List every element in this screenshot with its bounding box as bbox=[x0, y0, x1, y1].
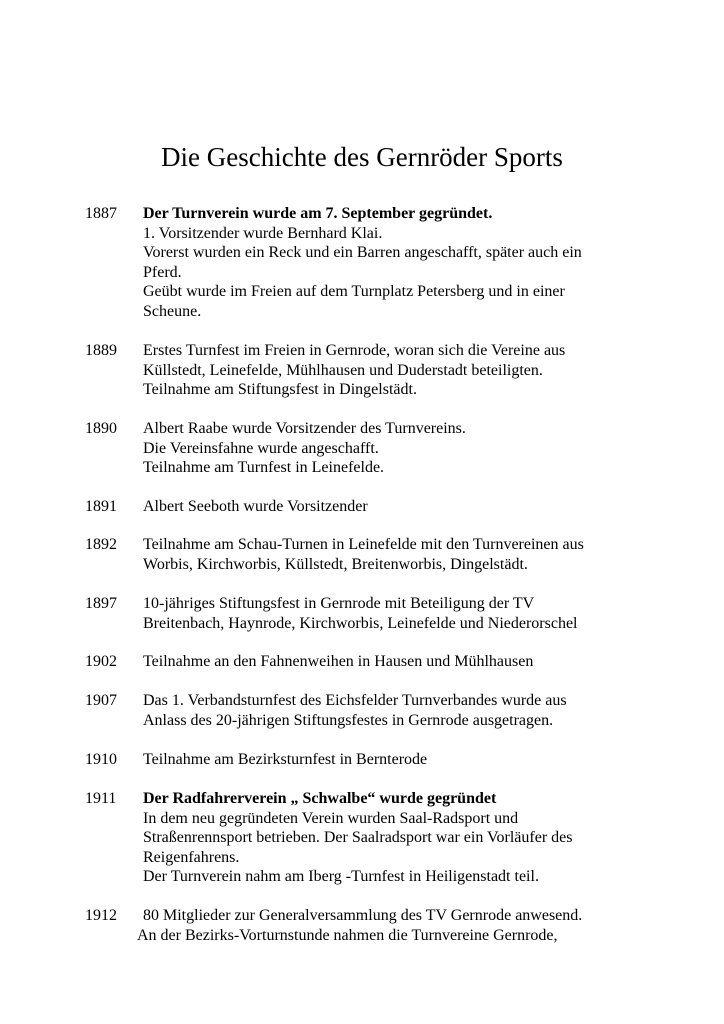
entry-year: 1890 bbox=[85, 420, 117, 437]
entry-line: Anlass des 20-jährigen Stiftungsfestes in Gernrode ausgetragen. bbox=[143, 711, 554, 729]
entry-line: 1. Vorsitzender wurde Bernhard Klai. bbox=[143, 224, 383, 242]
entry-year: 1912 bbox=[85, 907, 117, 924]
page-title: Die Geschichte des Gernröder Sports bbox=[161, 142, 563, 172]
entry-line: Breitenbach, Haynrode, Kirchworbis, Leinefelde und Niederorschel bbox=[143, 614, 578, 632]
entry-line: Teilnahme an den Fahnenweihen in Hausen und Mühlhausen bbox=[143, 653, 534, 670]
entry-heading: Der Turnverein wurde am 7. September gegründet. bbox=[143, 205, 493, 222]
entry-line: Straßenrennsport betrieben. Der Saalradsport war ein Vorläufer des bbox=[143, 829, 573, 846]
entry-line: Geübt wurde im Freien auf dem Turnplatz Petersberg und in einer bbox=[143, 283, 565, 300]
entry-line: Teilnahme am Stiftungsfest in Dingelstädt. bbox=[143, 381, 417, 398]
entry-line: Teilnahme am Bezirksturnfest in Bernterode bbox=[143, 751, 428, 768]
entry-line: An der Bezirks-Vorturnstunde nahmen die Turnvereine Gernrode, bbox=[137, 926, 558, 944]
entry-year: 1889 bbox=[85, 342, 117, 359]
entry-year: 1887 bbox=[85, 205, 117, 222]
entry-line: 10-jähriges Stiftungsfest in Gernrode mit Beteiligung der TV bbox=[143, 595, 535, 612]
entry-line: Teilnahme am Turnfest in Leinefelde. bbox=[143, 459, 385, 476]
entry-heading: Der Radfahrerverein „ Schwalbe“ wurde gegründet bbox=[143, 790, 497, 807]
entry-year: 1897 bbox=[85, 595, 117, 612]
entry-line: 80 Mitglieder zur Generalversammlung des TV Gernrode anwesend. bbox=[143, 907, 583, 924]
entry-line: Der Turnverein nahm am Iberg -Turnfest in Heiligenstadt teil. bbox=[143, 868, 539, 885]
entry-line: Albert Raabe wurde Vorsitzender des Turnvereins. bbox=[143, 420, 466, 437]
entry-line: Küllstedt, Leinefelde, Mühlhausen und Duderstadt beteiligten. bbox=[143, 361, 543, 379]
entry-line: Albert Seeboth wurde Vorsitzender bbox=[143, 498, 368, 515]
entry-line: Erstes Turnfest im Freien in Gernrode, woran sich die Vereine aus bbox=[143, 342, 566, 359]
entry-line: In dem neu gegründeten Verein wurden Saal-Radsport und bbox=[143, 809, 519, 827]
entry-year: 1907 bbox=[85, 692, 117, 709]
entry-year: 1910 bbox=[85, 751, 117, 768]
entry-line: Das 1. Verbandsturnfest des Eichsfelder Turnverbandes wurde aus bbox=[143, 692, 567, 709]
entry-line: Reigenfahrens. bbox=[143, 848, 240, 866]
entry-line: Die Vereinsfahne wurde angeschafft. bbox=[143, 439, 379, 457]
entry-year: 1891 bbox=[85, 498, 117, 515]
entry-line: Worbis, Kirchworbis, Küllstedt, Breitenworbis, Dingelstädt. bbox=[143, 555, 528, 573]
entry-line: Vorerst wurden ein Reck und ein Barren angeschafft, später auch ein bbox=[143, 244, 582, 261]
entry-line: Teilnahme am Schau-Turnen in Leinefelde mit den Turnvereinen aus bbox=[143, 536, 584, 553]
entry-year: 1902 bbox=[85, 653, 117, 670]
entry-line: Pferd. bbox=[143, 263, 182, 281]
entry-line: Scheune. bbox=[143, 302, 202, 320]
entry-year: 1911 bbox=[85, 790, 117, 807]
entry-year: 1892 bbox=[85, 536, 117, 553]
